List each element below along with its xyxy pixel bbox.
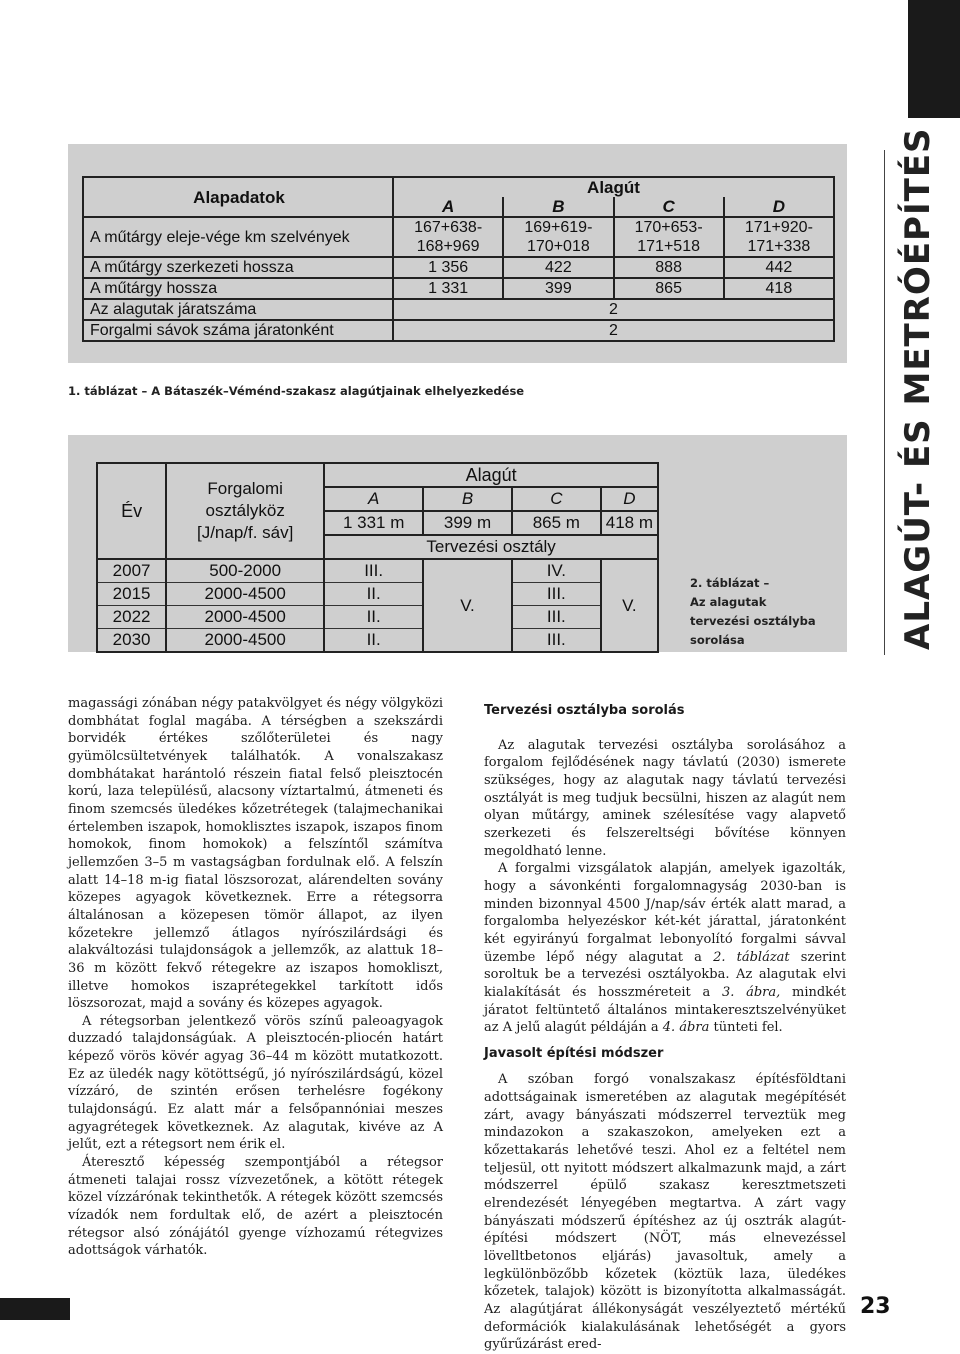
table1-merged-cell: 2 (393, 320, 834, 341)
table1-cell: 169+619- 170+018 (503, 217, 613, 257)
table1-cell: 171+920- 171+338 (724, 217, 834, 257)
body-paragraph: A rétegsorban jelentkező vörös színű paleoagyagok duzzadó talajdonságúak. A pleisztocén-pliocén határt képező vörös kövér agyag 36–44 m között mutatkozott. Ez az üledék nagy kötöttségű, jó nyírószilárdságú, közel vízzáró, de szintén erősen terhelésre fogékony tulajdonságú. Ez alatt már a felsőpannóniai meszes agyagrétegek következnek. Az alagutak, kivéve az A jelűt, ezt a rétegsort nem érik el. (68, 1013, 443, 1153)
table2-class-a: II. (324, 629, 423, 653)
table1-merged-cell: 2 (393, 299, 834, 320)
section-heading: Tervezési osztályba sorolás (484, 703, 685, 718)
table2-length-d: 418 m (601, 511, 658, 535)
body-paragraph: magassági zónában négy patakvölgyet és négy völgyközi dombhátat foglal magába. A térségben a szekszárdi borvidék értékes szőlőterületei és nagy gyümölcsültetvények találhatók. A vonalszakasz dombhátakat harántoló részein fiatal felső pleisztocén korú, laza településű, alacsony víztartalmú, átmeneti és finom szemcsés üledékes kőzetrétegek (talajmechanikai értelemben iszapok, homoklisztes iszapok, iszapos finom homokok, finom homokok) a felszíntől számítva jellemzően 3–5 m vastagságban fordulnak elő. A felszín alatt 14–18 m-ig fiatal löszsorozat, alárendelten sovány közepes agyagok következnek. Erre a rétegsorra általánosan a közepesen tömör állapot, az ilyen kőzetekre jellemző átlagos nyírószilárdsági és alakváltozási tulajdonságok a jellemzők, az alattuk 18–36 m között fekvő rétegekre az iszapos homokliszt, illetve homokos iszaprétegekkel tarkított idős löszsorozat, majd a sovány és közepes agyagok. (68, 696, 443, 1012)
section-heading: Javasolt építési módszer (484, 1045, 664, 1061)
body-paragraph: A forgalmi vizsgálatok alapján, amelyek igazolták, hogy a sávonkénti forgalomnagyság 2030-ban is minden bizonnyal 4500 J/nap/sáv érték alatt marad, a forgalomba helyezéskor két-két járattal, járatonként két egyirányú forgalmat lebonyolító forgalmi sávval üzembe lépő négy alagutat a 2. táblázat szerint soroltuk be a tervezési osztályokba. Az alagutak elvi kialakítását és hosszméreteit a 3. ábra, mindkét járatot feltüntető általános mintakeresztszelvényüket az A jelű alagút példáján a 4. ábra tünteti fel. (484, 861, 846, 1036)
table2-class-c: III. (512, 583, 601, 606)
table-reference: 2. táblázat (713, 949, 790, 965)
table1-caption: 1. táblázat – A Bátaszék–Véménd-szakasz alagútjainak elhelyezkedése (68, 384, 525, 398)
table2-year: 2022 (97, 606, 166, 629)
table2-class-header-line: [J/nap/f. sáv] (196, 523, 294, 542)
table1-cell: 399 (503, 278, 613, 299)
table2-col-a: A (324, 487, 423, 511)
table2-caption-line: sorolása (690, 633, 745, 647)
table2-class-c: III. (512, 606, 601, 629)
table1-cell: 167+638- 168+969 (393, 217, 503, 257)
table2-length-b: 399 m (423, 511, 512, 535)
body-paragraph: A szóban forgó vonalszakasz építésföldtani adottságainak ismeretében az alagutak megépítését zárt, avagy bányászati módszerrel terveztük meg mindazokon a szakaszokon, amelyeken ezt a kőzettakarás lehetővé teszi. Ahol ez a feltétel nem teljesül, ott nyitott módszert alkalmazunk majd, a zárt módszerrel épülő szakasz keresztmetszeti elrendezését lényegében megtartva. A zárt vagy bányászati módszerű építéshez az új osztrák alagút-építési módszert (NÖT, más elnevezéssel lövelltbetonos eljárás) javasoltuk, amely a legkülönbözőbb kőzetek (köztük laza, üledékes kőzetek, talajok) között is bizonyította alkalmasságát. Az alagútjárat állékonyságát veszélyeztető mértékű deformációk kialakulásának lehetőségét a gyors gyűrűzárást ered- (484, 1072, 846, 1353)
table2-range: 500-2000 (166, 559, 324, 583)
table2-caption-line: Az alagutak (690, 595, 767, 609)
section-side-title: ALAGÚT- ÉS METRÓÉPÍTÉS (898, 127, 938, 650)
table2-design-class-header: Tervezési osztály (324, 535, 658, 559)
table1-cell: 422 (503, 257, 613, 278)
table2-class-header (166, 463, 324, 559)
table2-class-d-merged: V. (601, 559, 658, 652)
left-column (68, 695, 443, 1260)
table2-class-b-merged: V. (423, 559, 512, 652)
table1 (82, 176, 835, 342)
body-paragraph: Áteresztő képesség szempontjából a rétegsor átmeneti talajai rossz vízvezetőnek, a kötött rétegek közel vízzárónak tekinthetők. A rétegek között szemcsés vízadók nem fordultak elő, de azért a pleisztocén rétegsor alsó zónájától gyenge vízhozamú rétegvizes adottságok várhatók. (68, 1155, 443, 1259)
table1-row-label: Az alagutak járatszáma (83, 299, 393, 320)
table1-cell: 170+653- 171+518 (614, 217, 724, 257)
table2-year: 2030 (97, 629, 166, 653)
footer-bar (0, 1298, 70, 1320)
table2-class-header-line: Forgalomi (207, 479, 283, 498)
table1-row-label: A műtárgy szerkezeti hossza (83, 257, 393, 278)
table2-range: 2000-4500 (166, 606, 324, 629)
table1-col-b: B (503, 197, 613, 217)
table2-group-header: Alagút (324, 463, 658, 487)
figure-reference: 3. ábra, (721, 984, 781, 1000)
table1-col-a: A (393, 197, 503, 217)
table2-year: 2007 (97, 559, 166, 583)
table1-row-label: A műtárgy eleje-vége km szelvények (83, 217, 393, 257)
table1-cell: 865 (614, 278, 724, 299)
table2-class-a: II. (324, 606, 423, 629)
table1-cell: 1 356 (393, 257, 503, 278)
table2-range: 2000-4500 (166, 583, 324, 606)
table2-class-a: II. (324, 583, 423, 606)
table2-year-header: Év (97, 463, 166, 559)
table2-caption-line: tervezési osztályba (690, 614, 816, 628)
side-rule (884, 150, 885, 655)
right-column (484, 702, 846, 1354)
corner-block (908, 0, 960, 118)
table2-class-header-line: osztályköz (205, 501, 285, 520)
table1-row-label: Forgalmi sávok száma járatonként (83, 320, 393, 341)
table1-header-left: Alapadatok (83, 177, 393, 217)
table2-col-b: B (423, 487, 512, 511)
table2-year: 2015 (97, 583, 166, 606)
table2-length-a: 1 331 m (324, 511, 423, 535)
table1-col-c: C (614, 197, 724, 217)
table1-col-d: D (724, 197, 834, 217)
table2-col-c: C (512, 487, 601, 511)
table2-class-c: IV. (512, 559, 601, 583)
table2-caption (690, 574, 816, 650)
table1-cell: 1 331 (393, 278, 503, 299)
table2-col-d: D (601, 487, 658, 511)
table2-class-a: III. (324, 559, 423, 583)
table1-cell: 888 (614, 257, 724, 278)
table2-class-c: III. (512, 629, 601, 653)
table2-caption-line: 2. táblázat – (690, 576, 770, 590)
table2-range: 2000-4500 (166, 629, 324, 653)
figure-reference: 4. ábra (662, 1020, 710, 1036)
page-number: 23 (860, 1294, 891, 1319)
table1-cell: 442 (724, 257, 834, 278)
table2 (96, 462, 659, 653)
table2-length-c: 865 m (512, 511, 601, 535)
table1-cell: 418 (724, 278, 834, 299)
table1-row-label: A műtárgy hossza (83, 278, 393, 299)
body-paragraph: Az alagutak tervezési osztályba sorolásához a forgalom fejlődésének nagy távlatú (2030) ismerete szükséges, hogy az alagutak nagy távlatú tervezési osztályát is meg tudjuk becsülni, hiszen az alagút nem olyan műtárgy, aminek szélesítése vagy alapvető szerkezeti és felszereltségi bővítése könnyen megoldható lenne. (484, 737, 846, 859)
table1-header-group: Alagút (393, 177, 834, 197)
